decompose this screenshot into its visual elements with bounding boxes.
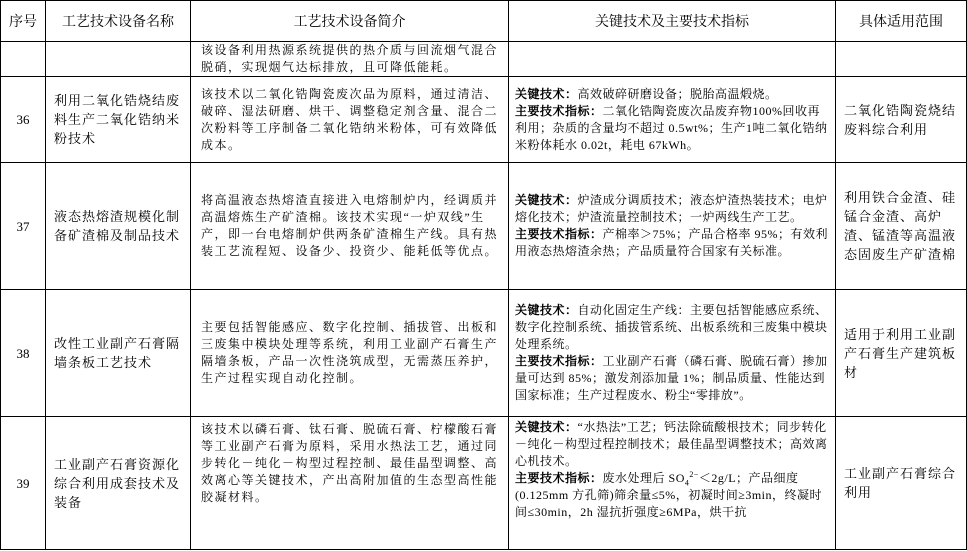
tech-name: 工业副产石膏资源化综合利用成套技术及装备 (46, 417, 191, 550)
header-desc: 工艺技术设备简介 (191, 1, 509, 42)
key-tech-para (515, 419, 829, 470)
main-index-label: 主要技术指标： (515, 471, 603, 485)
main-index-para (515, 226, 829, 260)
tech-key-indicators (509, 77, 836, 163)
tech-key-indicators (509, 42, 836, 77)
tech-scope: 适用于利用工业副产石膏生产建筑板材 (836, 290, 967, 417)
row-number: 37 (1, 163, 46, 290)
table-row (1, 290, 967, 417)
main-index-text: 工业副产石膏（磷石膏、脱硫石膏）掺加量可达到 85%；激发剂添加量 1%；制品质量、性能达到国家标准；生产过程废水、粉尘“零排放”。 (515, 354, 828, 402)
main-index-superscript: 2− (689, 470, 699, 479)
row-number: 39 (1, 417, 46, 550)
tech-name (46, 42, 191, 77)
tech-description: 将高温液态热熔渣直接进入电熔制炉内，经调质并高温熔炼生产矿渣棉。该技术实现“一炉双线”生产，即一台电熔制炉供两条矿渣棉生产线。具有热装工艺流程短、设备少、投资少、能耗低等优点。 (191, 163, 509, 290)
main-index-label: 主要技术指标： (515, 103, 603, 118)
main-index-text-pre: 废水处理后 SO (602, 471, 685, 485)
main-index-text-post: ＜2g/L；产品细度(0.125mm 方孔筛)筛余量≤5%，初凝时间≥3min，终凝时间≤30min，2h 湿抗折强度≥6MPa，烘干抗 (515, 471, 822, 519)
key-tech-label: 关键技术： (515, 420, 578, 434)
main-index-text: 产棉率＞75%；产品合格率 95%；有效利用液态热熔渣余热；产品质量符合国家有关标准。 (515, 227, 829, 258)
header-no: 序号 (1, 1, 46, 42)
tech-scope (836, 42, 967, 77)
row-number: 38 (1, 290, 46, 417)
tech-name: 改性工业副产石膏隔墙条板工艺技术 (46, 290, 191, 417)
header-name: 工艺技术设备名称 (46, 1, 191, 42)
key-tech-label: 关键技术： (515, 303, 578, 317)
header-row (1, 1, 967, 42)
key-tech-label: 关键技术： (515, 193, 578, 207)
tech-name: 液态热熔渣规模化制备矿渣棉及制品技术 (46, 163, 191, 290)
tech-scope: 工业副产石膏综合利用 (836, 417, 967, 550)
key-tech-para (515, 302, 829, 353)
header-scope: 具体适用范围 (836, 1, 967, 42)
row-number: 36 (1, 77, 46, 163)
tech-name: 利用二氧化锆烧结废料生产二氧化锆纳米粉技术 (46, 77, 191, 163)
main-index-subscript: 4 (684, 478, 690, 488)
tech-scope: 二氧化锆陶瓷烧结废料综合利用 (836, 77, 967, 163)
tech-description: 该技术以二氧化锆陶瓷废次品为原料，通过清洁、破碎、湿法研磨、烘干、调整稳定剂含量、混合二次粉料等工序制备二氧化锆纳米粉体，可有效降低成本。 (191, 77, 509, 163)
table-row (1, 42, 967, 77)
key-tech-text: 炉渣成分调质技术；液态炉渣热装技术；电炉熔化技术；炉渣流量控制技术；一炉两线生产工艺。 (515, 193, 828, 224)
key-tech-text: “水热法”工艺；钙法除硫酸根技术；同步转化－纯化－构型过程控制技术；最佳晶型调整技术；高效离心机技术。 (515, 420, 828, 468)
tech-scope: 利用铁合金渣、硅锰合金渣、高炉渣、锰渣等高温液态固废生产矿渣棉 (836, 163, 967, 290)
table-row (1, 417, 967, 550)
tech-key-indicators (509, 163, 836, 290)
header-key: 关键技术及主要技术指标 (509, 1, 836, 42)
key-tech-text: 高效破碎研磨设备；脱胎高温煅烧。 (577, 86, 778, 101)
key-tech-label: 关键技术： (515, 86, 578, 101)
row-number (1, 42, 46, 77)
table-row (1, 77, 967, 163)
key-tech-para (515, 192, 829, 226)
key-tech-text: 自动化固定生产线：主要包括智能感应系统、数字化控制系统、插拔管系统、出板系统和三废集中模块处理系统。 (515, 303, 828, 351)
tech-description: 该设备利用热源系统提供的热介质与回流烟气混合脱硝，实现烟气达标排放，且可降低能耗。 (191, 42, 509, 77)
main-index-text: 二氧化锆陶瓷废次品废弃物100%回收再利用；杂质的含量均不超过 0.5wt%；生产1吨二氧化锆纳米粉体耗水 0.02t，耗电 67kWh。 (515, 103, 828, 152)
table-row (1, 163, 967, 290)
tech-key-indicators (509, 290, 836, 417)
tech-key-indicators (509, 417, 836, 550)
main-index-para (515, 353, 829, 404)
main-index-label: 主要技术指标： (515, 227, 603, 241)
tech-description: 该技术以磷石膏、钛石膏、脱硫石膏、柠檬酸石膏等工业副产石膏为原料，采用水热法工艺，通过同步转化－纯化－构型过程控制、最佳晶型调整、高效离心等关键技术，产出高附加值的生态型高性能胶凝材料。 (191, 417, 509, 550)
main-index-para (515, 103, 829, 154)
key-tech-para (515, 86, 829, 103)
main-index-label: 主要技术指标： (515, 354, 603, 368)
main-index-para (515, 470, 829, 521)
tech-description: 主要包括智能感应、数字化控制、插拔管、出板和三废集中模块处理等系统，利用工业副产石膏生产隔墙条板，产品一次性浇筑成型，无需蒸压养护，生产过程实现自动化控制。 (191, 290, 509, 417)
